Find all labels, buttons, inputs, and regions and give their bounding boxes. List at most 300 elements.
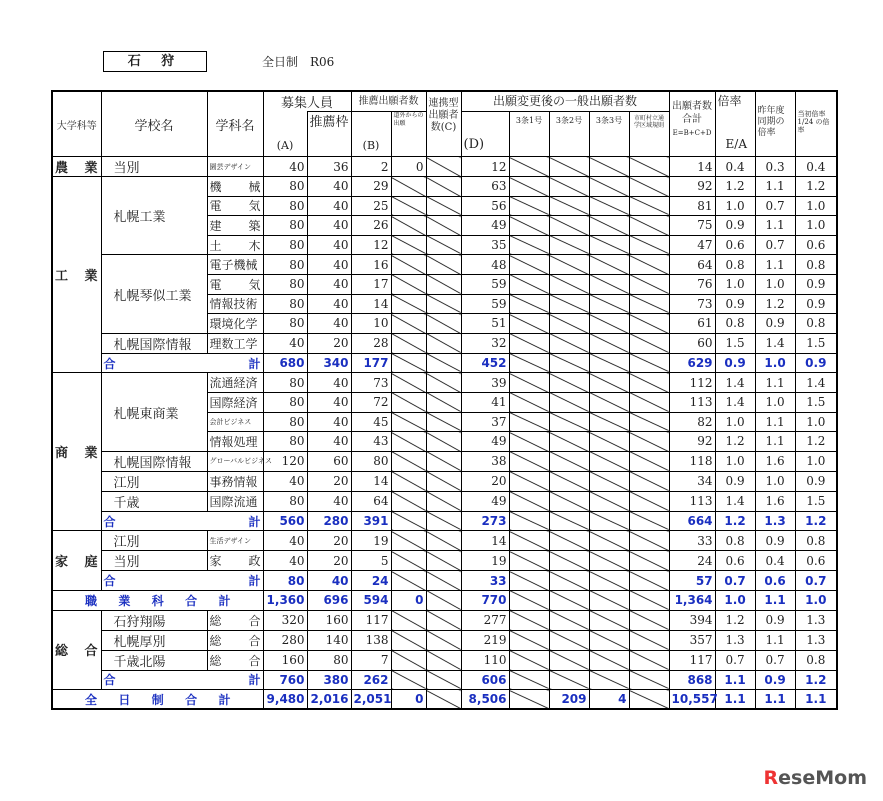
cell-j3 (589, 551, 629, 571)
cell-d: 59 (461, 294, 509, 314)
subtotal-row (52, 353, 837, 373)
label-char: 制 (151, 692, 164, 707)
cell-j2 (549, 650, 589, 670)
cell-dogai: 0 (391, 690, 426, 710)
cell-renkei-c (426, 274, 461, 294)
cell-last-ratio: 0.3 (755, 157, 795, 177)
cell-shi (629, 511, 669, 531)
cell-ratio: 0.6 (715, 235, 755, 255)
col-e-label: 出願者数合計 (672, 101, 713, 125)
cell-suisen-waku: 80 (307, 650, 351, 670)
cell-d: 277 (461, 610, 509, 630)
cell-j1 (509, 590, 549, 610)
cell-ratio: 1.2 (715, 432, 755, 452)
cell-initial-ratio: 1.2 (795, 511, 837, 531)
category-cell: 工 業 (52, 177, 101, 373)
cell-dogai (391, 333, 426, 353)
cell-dogai (391, 451, 426, 471)
cell-a: 80 (263, 491, 307, 511)
col-general: 出願変更後の一般出願者数 (461, 91, 669, 112)
cell-last-ratio: 1.1 (755, 590, 795, 610)
category-cell: 総 合 (52, 610, 101, 690)
label-char: 合 (185, 593, 198, 608)
cell-j2 (549, 531, 589, 551)
cell-shi (629, 314, 669, 334)
dept-name: 生活デザイン (207, 531, 263, 551)
cell-b: 80 (351, 451, 391, 471)
cell-e: 629 (669, 353, 715, 373)
cell-j2 (549, 235, 589, 255)
cell-a: 80 (263, 571, 307, 591)
school-name: 江別 (101, 531, 207, 551)
cell-j3 (589, 630, 629, 650)
dept-name: 建築 (207, 216, 263, 236)
cell-shi (629, 392, 669, 412)
cell-shi (629, 690, 669, 710)
col-a: (A) (263, 112, 307, 157)
dept-name: 流通経済 (207, 373, 263, 393)
cell-j1 (509, 373, 549, 393)
cell-shi (629, 235, 669, 255)
label-char: 計 (248, 356, 261, 371)
cell-dogai (391, 353, 426, 373)
dept-name: 情報技術 (207, 294, 263, 314)
cell-j1 (509, 471, 549, 491)
cell-a: 80 (263, 255, 307, 275)
col-initial: 当初倍率1/24 の倍 率 (795, 91, 837, 157)
label-char: 全 (85, 692, 98, 707)
col-suisen-waku: 推薦枠 (307, 112, 351, 157)
dept-name: 総合 (207, 650, 263, 670)
cell-last-ratio: 1.0 (755, 274, 795, 294)
cell-shi (629, 491, 669, 511)
cell-b: 28 (351, 333, 391, 353)
table-row (52, 471, 837, 491)
cell-initial-ratio: 1.0 (795, 216, 837, 236)
cell-dogai (391, 196, 426, 216)
col-e (669, 91, 715, 157)
cell-renkei-c (426, 650, 461, 670)
cell-j2 (549, 451, 589, 471)
cell-dogai (391, 551, 426, 571)
school-name: 札幌工業 (101, 177, 207, 255)
dept-name: 電気 (207, 196, 263, 216)
school-name: 札幌琴似工業 (101, 255, 207, 333)
cell-j3 (589, 511, 629, 531)
cell-ratio: 0.9 (715, 471, 755, 491)
cell-shi (629, 353, 669, 373)
cell-e: 113 (669, 392, 715, 412)
cell-j2 (549, 590, 589, 610)
cell-j1 (509, 610, 549, 630)
cell-initial-ratio: 0.8 (795, 255, 837, 275)
cell-last-ratio: 1.1 (755, 216, 795, 236)
cell-dogai: 0 (391, 157, 426, 177)
cell-b: 72 (351, 392, 391, 412)
cell-e: 868 (669, 670, 715, 690)
cell-d: 59 (461, 274, 509, 294)
dept-name: 総合 (207, 630, 263, 650)
cell-last-ratio: 0.4 (755, 551, 795, 571)
school-name: 江別 (101, 471, 207, 491)
cell-initial-ratio: 0.8 (795, 531, 837, 551)
school-name: 当別 (101, 157, 207, 177)
label-char: 合 (103, 673, 116, 688)
cell-suisen-waku: 160 (307, 610, 351, 630)
cell-ratio: 0.8 (715, 531, 755, 551)
dept-name: 国際経済 (207, 392, 263, 412)
cell-shi (629, 216, 669, 236)
cell-renkei-c (426, 196, 461, 216)
col-e-formula: E=B+C+D (672, 129, 712, 137)
cell-last-ratio: 1.1 (755, 690, 795, 710)
cell-j1 (509, 451, 549, 471)
cell-e: 64 (669, 255, 715, 275)
grand-total-label (52, 590, 263, 610)
table-row (52, 451, 837, 471)
cell-d: 32 (461, 333, 509, 353)
table-row (52, 177, 837, 197)
cell-initial-ratio: 1.2 (795, 670, 837, 690)
cell-suisen-waku: 40 (307, 196, 351, 216)
cell-ratio: 0.7 (715, 650, 755, 670)
cell-shi (629, 177, 669, 197)
cell-dogai (391, 392, 426, 412)
cell-ratio: 0.8 (715, 255, 755, 275)
resemom-watermark: ReseMom (763, 767, 867, 789)
cell-a: 40 (263, 471, 307, 491)
cell-ratio: 1.1 (715, 670, 755, 690)
col-j3: 3条3号 (589, 112, 629, 157)
cell-renkei-c (426, 610, 461, 630)
cell-ratio: 1.0 (715, 196, 755, 216)
cell-a: 40 (263, 157, 307, 177)
cell-renkei-c (426, 511, 461, 531)
cell-j1 (509, 511, 549, 531)
cell-j3 (589, 590, 629, 610)
cell-j3 (589, 235, 629, 255)
cell-initial-ratio: 0.8 (795, 314, 837, 334)
cell-last-ratio: 1.4 (755, 333, 795, 353)
cell-suisen-waku: 40 (307, 412, 351, 432)
cell-shi (629, 451, 669, 471)
cell-initial-ratio: 0.4 (795, 157, 837, 177)
dept-name: グローバルビジネス (207, 451, 263, 471)
table-row (52, 333, 837, 353)
cell-a: 760 (263, 670, 307, 690)
cell-dogai (391, 471, 426, 491)
label-char: 合 (103, 514, 116, 529)
cell-suisen-waku: 20 (307, 471, 351, 491)
cell-dogai (391, 650, 426, 670)
cell-suisen-waku: 40 (307, 274, 351, 294)
cell-last-ratio: 1.0 (755, 392, 795, 412)
cell-j1 (509, 571, 549, 591)
dept-name: 事務情報 (207, 471, 263, 491)
category-cell: 商 業 (52, 373, 101, 531)
cell-renkei-c (426, 157, 461, 177)
cell-d: 41 (461, 392, 509, 412)
cell-e: 113 (669, 491, 715, 511)
cell-last-ratio: 0.7 (755, 650, 795, 670)
cell-j3 (589, 491, 629, 511)
cell-j3: 4 (589, 690, 629, 710)
cell-e: 81 (669, 196, 715, 216)
cell-j2 (549, 373, 589, 393)
cell-j3 (589, 373, 629, 393)
cell-j3 (589, 451, 629, 471)
cell-j3 (589, 274, 629, 294)
cell-j2 (549, 471, 589, 491)
cell-d: 49 (461, 491, 509, 511)
cell-b: 16 (351, 255, 391, 275)
cell-a: 80 (263, 412, 307, 432)
cell-a: 560 (263, 511, 307, 531)
table-row (52, 373, 837, 393)
cell-b: 138 (351, 630, 391, 650)
cell-last-ratio: 0.9 (755, 610, 795, 630)
cell-e: 33 (669, 531, 715, 551)
cell-suisen-waku: 40 (307, 235, 351, 255)
cell-j2 (549, 511, 589, 531)
col-recruit: 募集人員 (263, 91, 351, 112)
cell-dogai (391, 255, 426, 275)
cell-d: 20 (461, 471, 509, 491)
cell-shi (629, 196, 669, 216)
cell-dogai (391, 610, 426, 630)
dept-name: 理数工学 (207, 333, 263, 353)
cell-d: 12 (461, 157, 509, 177)
cell-renkei-c (426, 314, 461, 334)
cell-b: 594 (351, 590, 391, 610)
cell-j3 (589, 333, 629, 353)
cell-b: 262 (351, 670, 391, 690)
cell-initial-ratio: 1.0 (795, 451, 837, 471)
cell-j1 (509, 314, 549, 334)
cell-e: 61 (669, 314, 715, 334)
cell-d: 51 (461, 314, 509, 334)
cell-j3 (589, 392, 629, 412)
cell-j3 (589, 196, 629, 216)
school-name: 千歳 (101, 491, 207, 511)
cell-j1 (509, 412, 549, 432)
cell-last-ratio: 1.1 (755, 630, 795, 650)
cell-suisen-waku: 40 (307, 373, 351, 393)
cell-renkei-c (426, 294, 461, 314)
cell-b: 25 (351, 196, 391, 216)
cell-a: 80 (263, 196, 307, 216)
cell-a: 40 (263, 333, 307, 353)
cell-initial-ratio: 1.3 (795, 610, 837, 630)
cell-e: 92 (669, 432, 715, 452)
cell-j2 (549, 216, 589, 236)
cell-a: 1,360 (263, 590, 307, 610)
cell-e: 57 (669, 571, 715, 591)
cell-suisen-waku: 36 (307, 157, 351, 177)
cell-renkei-c (426, 451, 461, 471)
cell-d: 35 (461, 235, 509, 255)
cell-b: 73 (351, 373, 391, 393)
cell-dogai (391, 670, 426, 690)
cell-shi (629, 610, 669, 630)
col-category: 大学科等 (52, 91, 101, 157)
cell-j1 (509, 274, 549, 294)
cell-j1 (509, 630, 549, 650)
cell-j1 (509, 491, 549, 511)
dept-name: 情報処理 (207, 432, 263, 452)
cell-d: 110 (461, 650, 509, 670)
dept-name: 環境化学 (207, 314, 263, 334)
cell-j3 (589, 571, 629, 591)
cell-shi (629, 471, 669, 491)
cell-suisen-waku: 40 (307, 571, 351, 591)
cell-j1 (509, 551, 549, 571)
cell-j3 (589, 314, 629, 334)
cell-suisen-waku: 280 (307, 511, 351, 531)
cell-dogai: 0 (391, 590, 426, 610)
table-row (52, 551, 837, 571)
cell-d: 14 (461, 531, 509, 551)
applicants-table (51, 90, 838, 710)
cell-d: 33 (461, 571, 509, 591)
school-name: 当別 (101, 551, 207, 571)
cell-a: 80 (263, 294, 307, 314)
cell-last-ratio: 1.1 (755, 255, 795, 275)
cell-j1 (509, 196, 549, 216)
cell-last-ratio: 1.1 (755, 373, 795, 393)
category-cell: 家 庭 (52, 531, 101, 591)
cell-j3 (589, 255, 629, 275)
school-name: 札幌国際情報 (101, 451, 207, 471)
cell-a: 80 (263, 177, 307, 197)
cell-dogai (391, 235, 426, 255)
cell-ratio: 1.4 (715, 491, 755, 511)
cell-a: 280 (263, 630, 307, 650)
region-label: 石 狩 (103, 51, 207, 72)
cell-initial-ratio: 1.5 (795, 491, 837, 511)
dept-name: 国際流通 (207, 491, 263, 511)
cell-j2 (549, 333, 589, 353)
table-row (52, 491, 837, 511)
school-name: 札幌国際情報 (101, 333, 207, 353)
cell-j1 (509, 235, 549, 255)
cell-shi (629, 551, 669, 571)
cell-ratio: 1.1 (715, 690, 755, 710)
col-d: (D) (461, 112, 509, 157)
cell-renkei-c (426, 432, 461, 452)
cell-ratio: 1.2 (715, 177, 755, 197)
label-char: 計 (218, 692, 231, 707)
cell-b: 14 (351, 294, 391, 314)
subtotal-row (52, 511, 837, 531)
cell-initial-ratio: 0.9 (795, 471, 837, 491)
cell-suisen-waku: 20 (307, 333, 351, 353)
cell-shi (629, 274, 669, 294)
cell-j2 (549, 314, 589, 334)
cell-ratio: 1.0 (715, 274, 755, 294)
cell-j2 (549, 630, 589, 650)
cell-d: 606 (461, 670, 509, 690)
cell-j1 (509, 157, 549, 177)
cell-j2 (549, 255, 589, 275)
cell-j2 (549, 491, 589, 511)
cell-j1 (509, 670, 549, 690)
cell-ratio: 1.0 (715, 590, 755, 610)
cell-a: 40 (263, 531, 307, 551)
cell-initial-ratio: 1.2 (795, 177, 837, 197)
cell-b: 17 (351, 274, 391, 294)
cell-e: 10,557 (669, 690, 715, 710)
cell-e: 82 (669, 412, 715, 432)
table-row (52, 531, 837, 551)
cell-suisen-waku: 60 (307, 451, 351, 471)
col-ratio-sub: E/A (725, 137, 748, 151)
cell-renkei-c (426, 670, 461, 690)
grand-total-row (52, 590, 837, 610)
cell-j2 (549, 294, 589, 314)
cell-j2 (549, 392, 589, 412)
cell-a: 9,480 (263, 690, 307, 710)
cell-suisen-waku: 40 (307, 177, 351, 197)
cell-dogai (391, 314, 426, 334)
cell-dogai (391, 216, 426, 236)
cell-e: 117 (669, 650, 715, 670)
school-name: 石狩翔陽 (101, 610, 207, 630)
cell-last-ratio: 0.9 (755, 670, 795, 690)
cell-j3 (589, 531, 629, 551)
cell-j1 (509, 294, 549, 314)
dept-name: 土木 (207, 235, 263, 255)
cell-d: 8,506 (461, 690, 509, 710)
col-j1: 3条1号 (509, 112, 549, 157)
cell-j2 (549, 670, 589, 690)
cell-initial-ratio: 1.3 (795, 630, 837, 650)
cell-renkei-c (426, 392, 461, 412)
label-char: 科 (151, 593, 164, 608)
cell-renkei-c (426, 551, 461, 571)
cell-initial-ratio: 0.7 (795, 571, 837, 591)
cell-j3 (589, 157, 629, 177)
table-row (52, 157, 837, 177)
cell-renkei-c (426, 216, 461, 236)
cell-d: 37 (461, 412, 509, 432)
cell-j3 (589, 216, 629, 236)
cell-initial-ratio: 1.5 (795, 392, 837, 412)
subtotal-label (101, 353, 263, 373)
cell-initial-ratio: 1.4 (795, 373, 837, 393)
cell-renkei-c (426, 690, 461, 710)
cell-j2 (549, 432, 589, 452)
cell-e: 357 (669, 630, 715, 650)
cell-ratio: 0.8 (715, 314, 755, 334)
cell-b: 12 (351, 235, 391, 255)
cell-d: 49 (461, 216, 509, 236)
cell-shi (629, 157, 669, 177)
col-j2: 3条2号 (549, 112, 589, 157)
cell-b: 117 (351, 610, 391, 630)
cell-d: 39 (461, 373, 509, 393)
cell-b: 10 (351, 314, 391, 334)
cell-e: 1,364 (669, 590, 715, 610)
cell-shi (629, 650, 669, 670)
table-row (52, 630, 837, 650)
cell-last-ratio: 1.6 (755, 491, 795, 511)
cell-j3 (589, 432, 629, 452)
cell-e: 118 (669, 451, 715, 471)
cell-dogai (391, 412, 426, 432)
cell-j2 (549, 274, 589, 294)
cell-renkei-c (426, 571, 461, 591)
